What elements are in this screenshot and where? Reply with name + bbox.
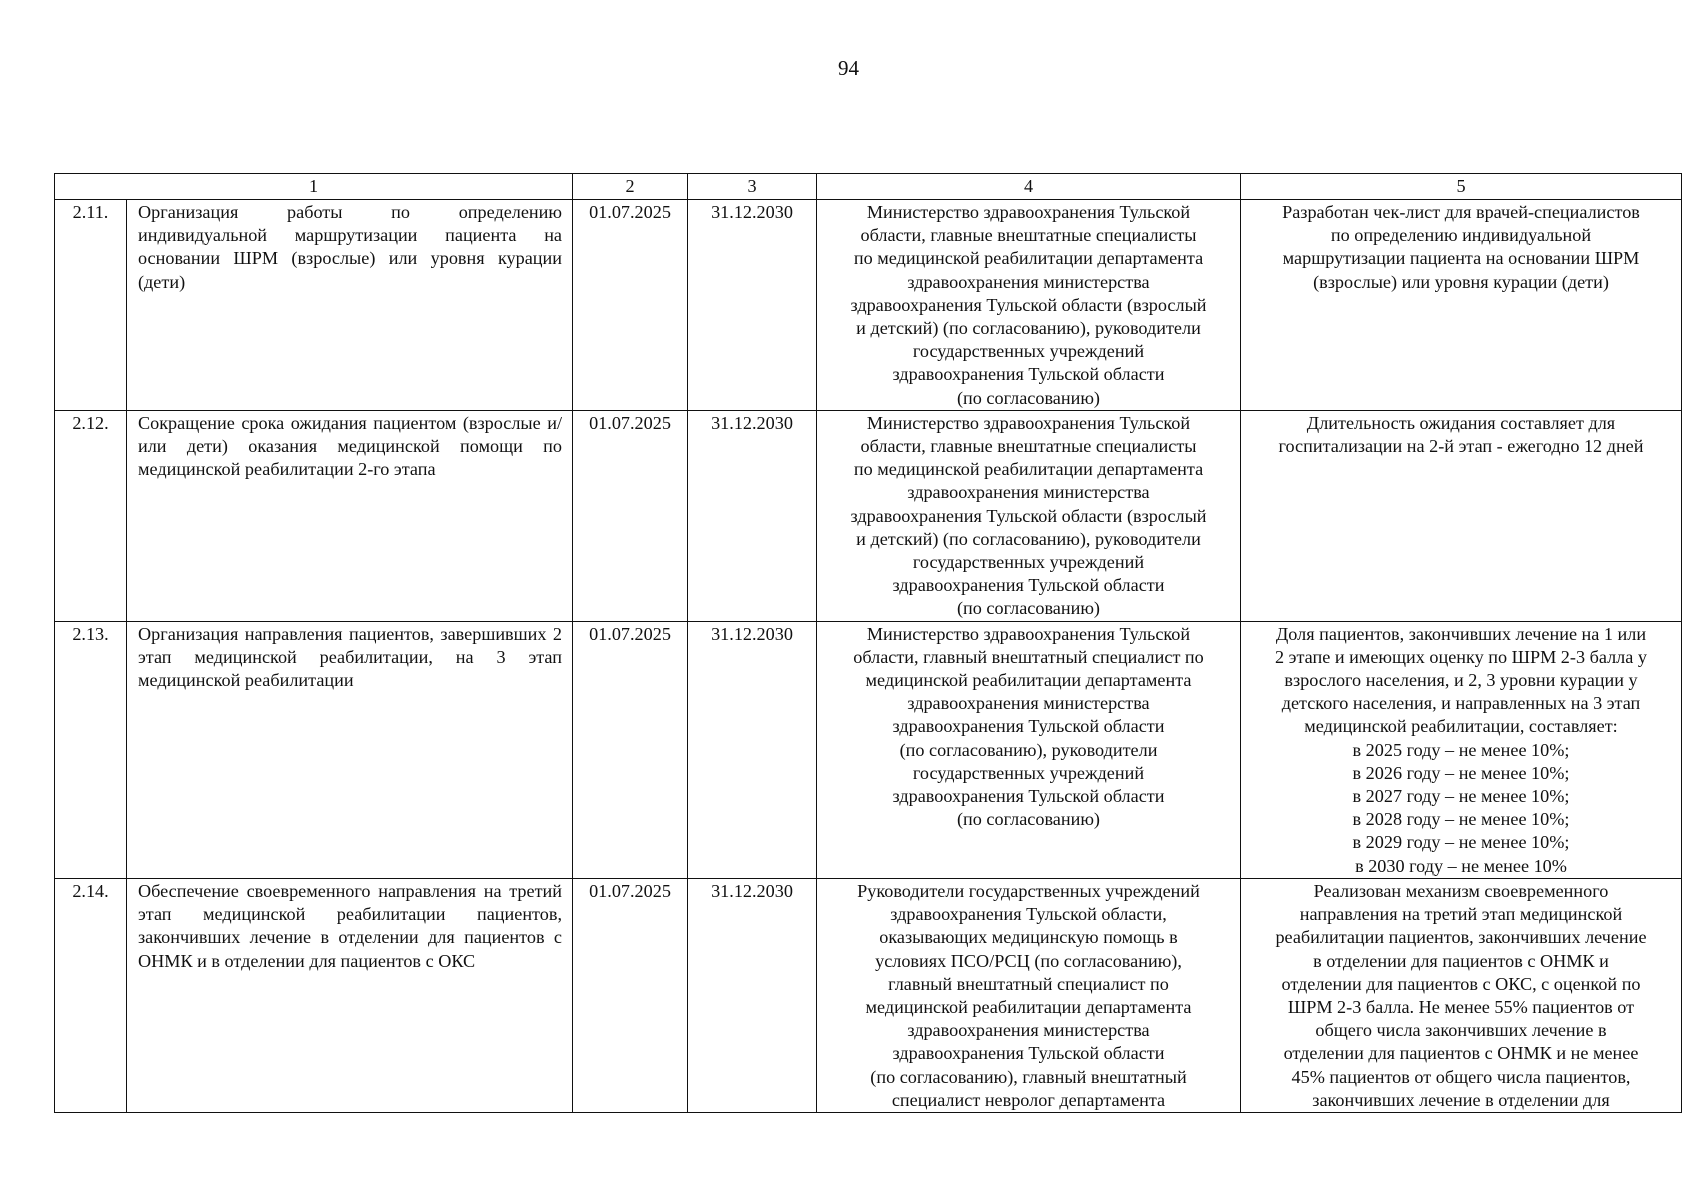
responsible-cell — [817, 621, 1241, 878]
responsible-cell — [817, 410, 1241, 621]
result-line: госпитализации на 2-й этап - ежегодно 12 дней — [1278, 436, 1644, 457]
result-cell — [1241, 621, 1682, 878]
responsible-line: и детский) (по согласованию), руководители — [856, 318, 1201, 339]
page-number: 94 — [838, 56, 859, 80]
responsible-cell — [817, 200, 1241, 411]
start-date-cell: 01.07.2025 — [573, 621, 688, 878]
responsible-line: здравоохранения Тульской области — [892, 716, 1165, 737]
responsible-line: здравоохранения Тульской области (взрослый — [850, 505, 1207, 526]
responsible-cell — [817, 878, 1241, 1112]
result-line: маршрутизации пациента на основании ШРМ — [1282, 248, 1640, 269]
activity-cell: Сокращение срока ожидания пациентом (взрослые и/или дети) оказания медицинской помощи по медицинской реабилитации 2-го этапа — [127, 410, 573, 621]
responsible-line: медицинской реабилитации департамента — [865, 670, 1192, 691]
responsible-line: государственных учреждений — [912, 762, 1145, 783]
result-cell — [1241, 200, 1682, 411]
result-line: в 2026 году – не менее 10%; — [1352, 762, 1570, 783]
responsible-line: главный внештатный специалист по — [888, 973, 1169, 994]
column-header: 3 — [688, 174, 817, 200]
result-line: в 2028 году – не менее 10%; — [1352, 809, 1570, 830]
responsible-line: здравоохранения Тульской области — [892, 786, 1165, 807]
responsible-line: (по согласованию), руководители — [899, 739, 1158, 760]
row-number: 2.13. — [55, 621, 127, 878]
start-date-cell: 01.07.2025 — [573, 200, 688, 411]
responsible-line: здравоохранения Тульской области — [892, 364, 1165, 385]
result-line: 45% пациентов от общего числа пациентов, — [1291, 1066, 1631, 1087]
responsible-line: здравоохранения министерства — [907, 693, 1150, 714]
table-row — [55, 200, 1682, 411]
result-cell — [1241, 410, 1682, 621]
end-date-cell: 31.12.2030 — [688, 878, 817, 1112]
result-cell — [1241, 878, 1682, 1112]
responsible-line: Руководители государственных учреждений — [857, 880, 1200, 901]
responsible-line: (по согласованию) — [957, 387, 1100, 408]
responsible-line: здравоохранения Тульской области — [892, 1043, 1165, 1064]
responsible-line: здравоохранения министерства — [907, 482, 1150, 503]
activity-cell: Обеспечение своевременного направления на третий этап медицинской реабилитации пациентов, закончивших лечение в отделении для пациентов с ОНМК и в отделении для пациентов с ОКС — [127, 878, 573, 1112]
table-body — [55, 200, 1682, 1113]
result-line: Длительность ожидания составляет для — [1306, 412, 1616, 433]
responsible-line: условиях ПСО/РСЦ (по согласованию), — [875, 950, 1182, 971]
result-line: медицинской реабилитации, составляет: — [1304, 716, 1618, 737]
responsible-line: (по согласованию), главный внештатный — [870, 1066, 1187, 1087]
row-number: 2.12. — [55, 410, 127, 621]
result-line: Разработан чек-лист для врачей-специалистов — [1282, 202, 1640, 222]
activity-cell: Организация направления пациентов, завершивших 2 этап медицинской реабилитации, на 3 этап медицинской реабилитации — [127, 621, 573, 878]
start-date-cell: 01.07.2025 — [573, 878, 688, 1112]
result-line: Доля пациентов, закончивших лечение на 1 или — [1275, 623, 1647, 644]
result-line: в 2025 году – не менее 10%; — [1352, 739, 1570, 760]
result-line: в 2029 году – не менее 10%; — [1352, 832, 1570, 853]
table-row — [55, 621, 1682, 878]
table-row — [55, 410, 1682, 621]
row-number: 2.14. — [55, 878, 127, 1112]
result-line: по определению индивидуальной — [1330, 225, 1592, 246]
result-line: реабилитации пациентов, закончивших лечение — [1275, 927, 1647, 948]
responsible-line: (по согласованию) — [957, 809, 1100, 830]
responsible-line: Министерство здравоохранения Тульской — [866, 623, 1191, 644]
result-line: детского населения, и направленных на 3 этап — [1281, 693, 1641, 714]
column-header: 2 — [573, 174, 688, 200]
column-header: 4 — [817, 174, 1241, 200]
result-line: в 2027 году – не менее 10%; — [1352, 786, 1570, 807]
result-line: отделении для пациентов с ОНМК и не менее — [1283, 1043, 1639, 1064]
activities-table — [54, 173, 1682, 1113]
responsible-line: области, главный внештатный специалист по — [853, 646, 1204, 667]
end-date-cell: 31.12.2030 — [688, 410, 817, 621]
result-line: закончивших лечение в отделении для — [1312, 1089, 1610, 1110]
responsible-line: Министерство здравоохранения Тульской — [866, 412, 1191, 433]
responsible-line: здравоохранения Тульской области — [892, 575, 1165, 596]
result-line: 2 этапе и имеющих оценку по ШРМ 2-3 балла у — [1275, 646, 1647, 667]
responsible-line: здравоохранения министерства — [907, 271, 1150, 292]
responsible-line: государственных учреждений — [912, 341, 1145, 362]
result-line: отделении для пациентов с ОКС, с оценкой по — [1281, 973, 1641, 994]
column-header: 1 — [55, 174, 573, 200]
responsible-line: здравоохранения Тульской области, — [890, 904, 1167, 925]
responsible-line: оказывающих медицинскую помощь в — [879, 927, 1178, 948]
responsible-line: государственных учреждений — [912, 552, 1145, 573]
start-date-cell: 01.07.2025 — [573, 410, 688, 621]
result-line: взрослого населения, и 2, 3 уровни курации у — [1284, 670, 1638, 691]
responsible-line: по медицинской реабилитации департамента — [853, 459, 1204, 480]
end-date-cell: 31.12.2030 — [688, 621, 817, 878]
responsible-line: области, главные внештатные специалисты — [860, 436, 1197, 457]
responsible-line: и детский) (по согласованию), руководители — [856, 528, 1201, 549]
responsible-line: (по согласованию) — [957, 598, 1100, 619]
responsible-line: здравоохранения Тульской области (взрослый — [850, 294, 1207, 315]
responsible-line: здравоохранения министерства — [907, 1020, 1150, 1041]
result-line: (взрослые) или уровня курации (дети) — [1313, 271, 1609, 292]
table-header-row — [55, 174, 1682, 200]
result-line: в отделении для пациентов с ОНМК и — [1313, 950, 1609, 971]
result-line: ШРМ 2-3 балла. Не менее 55% пациентов от — [1287, 996, 1635, 1017]
result-line: общего числа закончивших лечение в — [1315, 1020, 1607, 1041]
row-number: 2.11. — [55, 200, 127, 411]
responsible-line: медицинской реабилитации департамента — [865, 996, 1192, 1017]
result-line: направления на третий этап медицинской — [1299, 904, 1623, 925]
responsible-line: Министерство здравоохранения Тульской — [866, 202, 1191, 222]
responsible-line: специалист невролог департамента — [891, 1089, 1166, 1110]
end-date-cell: 31.12.2030 — [688, 200, 817, 411]
result-line: в 2030 году – не менее 10% — [1355, 855, 1567, 876]
activity-cell: Организация работы по определению индивидуальной маршрутизации пациента на основании ШРМ (взрослые) или уровня курации (дети) — [127, 200, 573, 411]
result-line: Реализован механизм своевременного — [1313, 880, 1609, 901]
responsible-line: области, главные внештатные специалисты — [860, 225, 1197, 246]
responsible-line: по медицинской реабилитации департамента — [853, 248, 1204, 269]
table-row — [55, 878, 1682, 1112]
column-header: 5 — [1241, 174, 1682, 200]
